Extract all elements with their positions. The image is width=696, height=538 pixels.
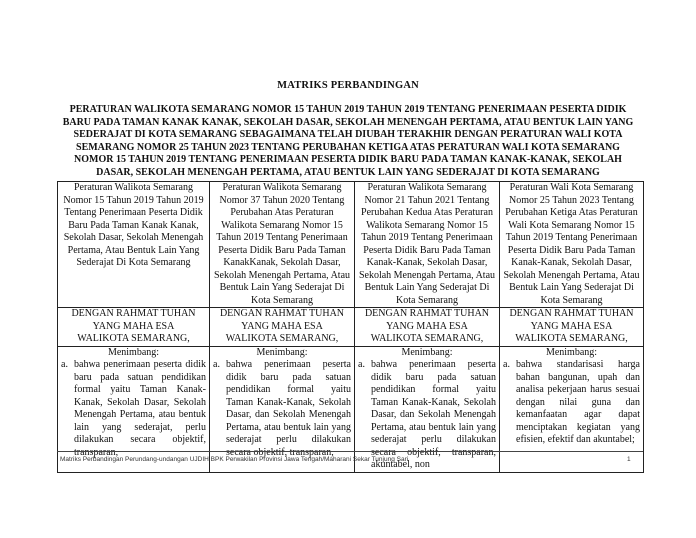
- comparison-matrix-table: [57, 181, 644, 473]
- item-number: a.: [358, 359, 365, 370]
- menimbang-label: Menimbang:: [545, 346, 598, 358]
- rahmat-cell: DENGAN RAHMAT TUHAN YANG MAHA ESA: [500, 308, 644, 334]
- menimbang-cell: [58, 346, 210, 472]
- page-number: 1: [627, 456, 631, 463]
- menimbang-label: Menimbang:: [256, 346, 308, 358]
- footer-text: Matriks Perbandingan Perundang-undangan UJDIH BPK Perwakilan Provinsi Jawa Tengah/Maharani Sekar Tunjung Sari: [60, 456, 409, 463]
- rahmat-cell: DENGAN RAHMAT TUHAN YANG MAHA ESA: [355, 308, 500, 334]
- walikota-cell: WALIKOTA SEMARANG,: [210, 333, 355, 346]
- table-row-rahmat: [58, 308, 644, 334]
- rahmat-cell: DENGAN RAHMAT TUHAN YANG MAHA ESA: [58, 308, 210, 334]
- document-title: MATRIKS PERBANDINGAN: [277, 80, 419, 91]
- menimbang-cell: [210, 346, 355, 472]
- table-row-header: [58, 182, 644, 308]
- item-text: bahwa penerimaan peserta didik baru pada satuan pendidikan formal yaitu Taman Kanak-Kanak, Sekolah Dasar, Sekolah Menengah Pertama, atau bentuk lain yang sederajat, perlu dilakukan secara objektif, transparan,: [74, 359, 206, 458]
- column-header-perwal-21-2021: Peraturan Walikota Semarang Nomor 21 Tahun 2021 Tentang Perubahan Kedua Atas Peraturan Walikota Semarang Nomor 15 Tahun 2019 Tentang Penerimaan Peserta Didik Baru Pada Taman Kanak-Kanak, Sekolah Dasar, Sekolah Menengah Pertama, Atau Bentuk Lain Yang Sederajat Di Kota Semarang: [355, 182, 500, 308]
- menimbang-cell: [500, 346, 644, 472]
- column-header-perwal-15-2019: Peraturan Walikota Semarang Nomor 15 Tahun 2019 Tahun 2019 Tentang Penerimaan Peserta Didik Baru Pada Taman Kanak Kanak, Sekolah Dasar, Sekolah Menengah Pertama, Atau Bentuk Lain Yang Sederajat Di Kota Semarang: [58, 182, 210, 308]
- list-item: [358, 359, 496, 472]
- item-number: a.: [61, 359, 68, 370]
- walikota-cell: WALIKOTA SEMARANG,: [500, 333, 644, 346]
- item-text: bahwa penerimaan peserta didik baru pada satuan pendidikan formal yaitu Taman Kanak-Kanak, Sekolah Dasar, dan Sekolah Menengah Pertama, atau bentuk lain yang sederajat perlu dilakukan secara objektif, transparan,: [226, 359, 351, 458]
- item-text: bahwa penerimaan peserta didik baru pada satuan pendidikan formal yaitu Taman Kanak-Kanak, Sekolah Dasar, dan Sekolah Menengah Pertama, atau bentuk lain yang sederajat perlu dilakukan secara objektif, transparan, akuntabel, non: [371, 359, 496, 470]
- menimbang-label: Menimbang:: [107, 346, 160, 358]
- column-header-perwal-25-2023: Peraturan Wali Kota Semarang Nomor 25 Tahun 2023 Tentang Perubahan Ketiga Atas Peraturan Wali Kota Semarang Nomor 15 Tahun 2019 Tentang Penerimaan Peserta Didik Baru Pada Taman Kanak-Kanak, Sekolah Dasar, Sekolah Menengah Pertama, Atau Bentuk Lain Yang Sederajat Di Kota Semarang: [500, 182, 644, 308]
- item-text: bahwa standarisasi harga bahan bangunan, upah dan analisa pekerjaan harus sesuai dengan nilai guna dan kemanfaatan agar dapat menciptakan kegiatan yang efisien, efektif dan akuntabel;: [516, 359, 640, 445]
- walikota-cell: WALIKOTA SEMARANG,: [58, 333, 210, 346]
- list-item: [61, 359, 206, 459]
- rahmat-cell: DENGAN RAHMAT TUHAN YANG MAHA ESA: [210, 308, 355, 334]
- item-number: a.: [503, 359, 510, 370]
- table-row-menimbang: [58, 346, 644, 472]
- document-subtitle: PERATURAN WALIKOTA SEMARANG NOMOR 15 TAHUN 2019 TAHUN 2019 TENTANG PENERIMAAN PESERTA DIDIK BARU PADA TAMAN KANAK KANAK, SEKOLAH DASAR, SEKOLAH MENENGAH PERTAMA, ATAU BENTUK LAIN YANG SEDERAJAT DI KOTA SEMARANG SEBAGAIMANA TELAH DIUBAH TERAKHIR DENGAN PERATURAN WALI KOTA SEMARANG NOMOR 25 TAHUN 2023 TENTANG PERUBAHAN KETIGA ATAS PERATURAN WALI KOTA SEMARANG NOMOR 15 TAHUN 2019 TENTANG PENERIMAAN PESERTA DIDIK BARU PADA TAMAN KANAK-KANAK, SEKOLAH DASAR, SEKOLAH MENENGAH PERTAMA, ATAU BENTUK LAIN YANG SEDERAJAT DI KOTA SEMARANG: [62, 104, 634, 178]
- column-header-perwal-37-2020: Peraturan Walikota Semarang Nomor 37 Tahun 2020 Tentang Perubahan Atas Peraturan Walikota Semarang Nomor 15 Tahun 2019 Tentang Penerimaan Peserta Didik Baru Pada Taman KanakKanak, Sekolah Dasar, Sekolah Menengah Pertama, Atau Bentuk Lain Yang Sederajat Di Kota Semarang: [210, 182, 355, 308]
- menimbang-cell: [355, 346, 500, 472]
- footer-divider: [57, 451, 643, 452]
- item-number: a.: [213, 359, 220, 370]
- list-item: [503, 359, 640, 447]
- table-row-walikota: [58, 333, 644, 346]
- walikota-cell: WALIKOTA SEMARANG,: [355, 333, 500, 346]
- list-item: [213, 359, 351, 459]
- menimbang-label: Menimbang:: [401, 346, 453, 358]
